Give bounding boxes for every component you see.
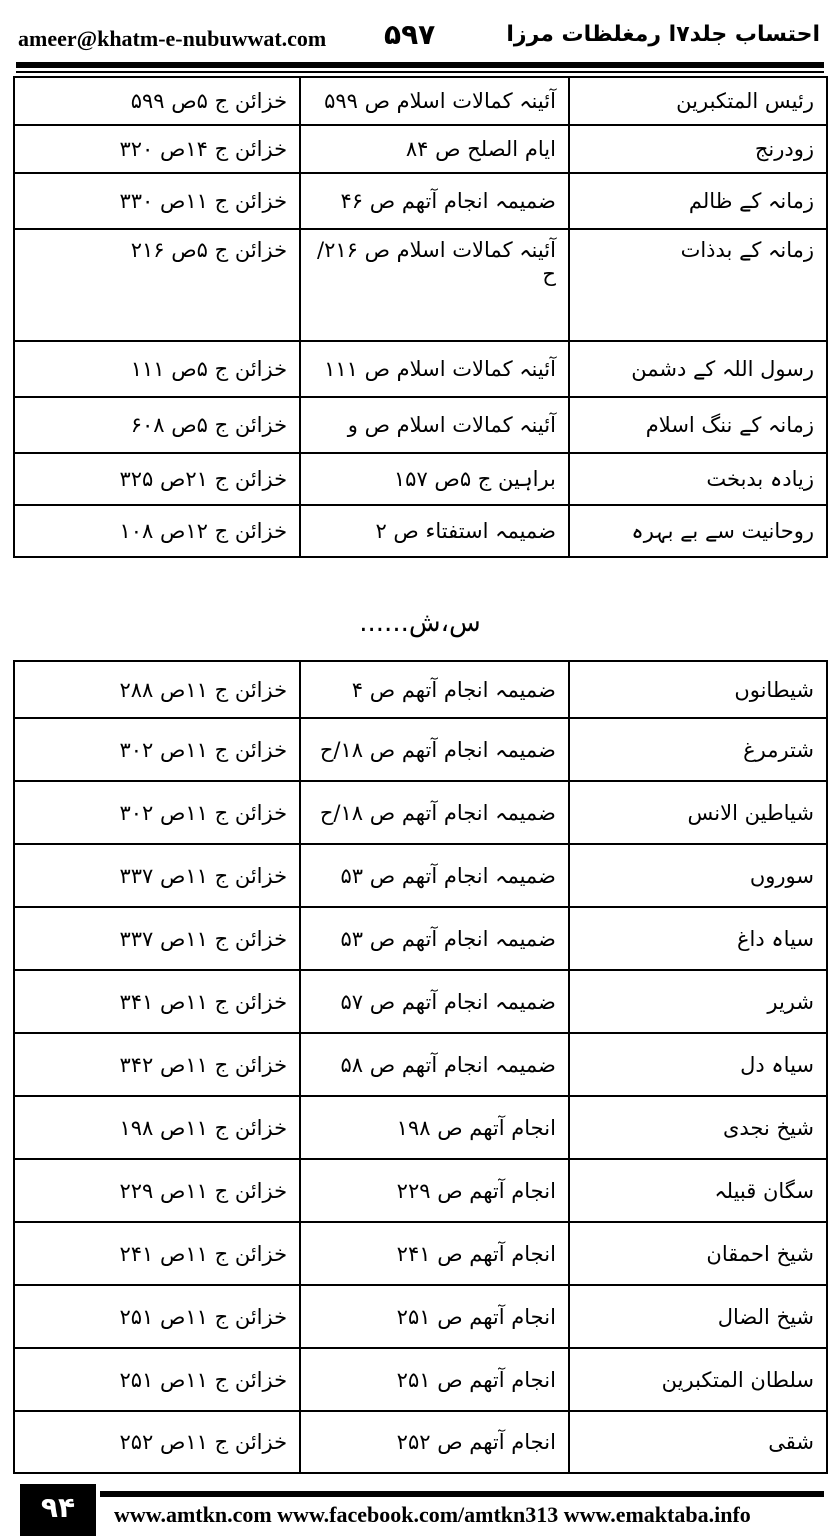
table-row <box>14 1222 827 1285</box>
cell-khazain: خزائن ج ۵ص ۱۱۱ <box>14 341 300 397</box>
cell-term: شیاطین الانس <box>569 781 827 844</box>
footer-rule <box>100 1491 824 1497</box>
table-row <box>14 1411 827 1473</box>
cell-khazain: خزائن ج ۱۱ص ۳۰۲ <box>14 781 300 844</box>
cell-ref: انجام آتھم ص ۲۵۲ <box>300 1411 569 1473</box>
section-heading: س،ش...... <box>359 608 481 638</box>
cell-term: زودرنج <box>569 125 827 173</box>
cell-term: سوروں <box>569 844 827 907</box>
cell-term: شیطانوں <box>569 661 827 718</box>
cell-term: سیاہ داغ <box>569 907 827 970</box>
table-row <box>14 1159 827 1222</box>
table-row <box>14 718 827 781</box>
cell-ref: ضمیمہ انجام آتھم ص ۱۸/ح <box>300 718 569 781</box>
cell-khazain: خزائن ج ۱۱ص ۲۴۱ <box>14 1222 300 1285</box>
cell-ref: انجام آتھم ص ۲۵۱ <box>300 1285 569 1348</box>
table-row <box>14 661 827 718</box>
table-insults-r-z <box>13 76 828 558</box>
table-row <box>14 173 827 229</box>
table-row <box>14 505 827 557</box>
cell-ref: ضمیمہ انجام آتھم ص ۴۶ <box>300 173 569 229</box>
cell-khazain: خزائن ج ۱۱ص ۲۲۹ <box>14 1159 300 1222</box>
cell-khazain: خزائن ج ۱۱ص ۲۵۱ <box>14 1285 300 1348</box>
cell-khazain: خزائن ج ۱۲ص ۱۰۸ <box>14 505 300 557</box>
table-row <box>14 1348 827 1411</box>
cell-term: شیخ احمقان <box>569 1222 827 1285</box>
cell-term: شیخ نجدی <box>569 1096 827 1159</box>
header-title: احتساب جلد۷ا رمغلظات مرزا <box>506 22 820 47</box>
cell-ref: آئینہ کمالات اسلام ص ۱۱۱ <box>300 341 569 397</box>
cell-khazain: خزائن ج ۱۱ص ۳۳۷ <box>14 907 300 970</box>
header-email: ameer@khatm-e-nubuwwat.com <box>18 26 327 51</box>
cell-khazain: خزائن ج ۱۱ص ۲۵۲ <box>14 1411 300 1473</box>
cell-ref: ایام الصلح ص ۸۴ <box>300 125 569 173</box>
cell-ref: براہین ج ۵ص ۱۵۷ <box>300 453 569 505</box>
cell-khazain: خزائن ج ۱۱ص ۳۴۱ <box>14 970 300 1033</box>
table-row <box>14 397 827 453</box>
cell-term: زمانہ کے ظالم <box>569 173 827 229</box>
cell-term: شترمرغ <box>569 718 827 781</box>
cell-ref: آئینہ کمالات اسلام ص و <box>300 397 569 453</box>
header-rule-thick <box>16 62 824 68</box>
cell-term: سیاہ دل <box>569 1033 827 1096</box>
cell-ref: ضمیمہ انجام آتھم ص ۵۳ <box>300 844 569 907</box>
table-row <box>14 781 827 844</box>
cell-khazain: خزائن ج ۱۱ص ۳۳۷ <box>14 844 300 907</box>
cell-ref: ضمیمہ انجام آتھم ص ۵۷ <box>300 970 569 1033</box>
cell-khazain: خزائن ج ۵ص ۵۹۹ <box>14 77 300 125</box>
table-row <box>14 907 827 970</box>
cell-term: سگان قبیلہ <box>569 1159 827 1222</box>
cell-term: زمانہ کے ننگ اسلام <box>569 397 827 453</box>
cell-ref: ضمیمہ انجام آتھم ص ۵۸ <box>300 1033 569 1096</box>
table-row <box>14 229 827 341</box>
cell-ref: ضمیمہ انجام آتھم ص ۴ <box>300 661 569 718</box>
cell-khazain: خزائن ج ۱۱ص ۳۴۲ <box>14 1033 300 1096</box>
cell-term: شیخ الضال <box>569 1285 827 1348</box>
cell-ref: ضمیمہ انجام آتھم ص ۵۳ <box>300 907 569 970</box>
table-row <box>14 844 827 907</box>
cell-khazain: خزائن ج ۵ص ۲۱۶ <box>14 229 300 341</box>
cell-ref: آئینہ کمالات اسلام ص ۵۹۹ <box>300 77 569 125</box>
cell-ref: آئینہ کمالات اسلام ص ۲۱۶/ح <box>300 229 569 341</box>
cell-term: سلطان المتکبرین <box>569 1348 827 1411</box>
cell-khazain: خزائن ج ۱۱ص ۳۳۰ <box>14 173 300 229</box>
table-row <box>14 341 827 397</box>
cell-khazain: خزائن ج ۱۱ص ۲۸۸ <box>14 661 300 718</box>
table-row <box>14 970 827 1033</box>
table-row <box>14 1285 827 1348</box>
cell-term: رسول اللہ کے دشمن <box>569 341 827 397</box>
cell-khazain: خزائن ج ۲۱ص ۳۲۵ <box>14 453 300 505</box>
cell-term: روحانیت سے بے بہرہ <box>569 505 827 557</box>
cell-khazain: خزائن ج ۱۱ص ۲۵۱ <box>14 1348 300 1411</box>
header-page-number: ۵۹۷ <box>384 18 436 51</box>
cell-ref: ضمیمہ انجام آتھم ص ۱۸/ح <box>300 781 569 844</box>
cell-ref: انجام آتھم ص ۲۴۱ <box>300 1222 569 1285</box>
table-row <box>14 77 827 125</box>
page-header <box>12 12 828 52</box>
cell-term: رئیس المتکبرین <box>569 77 827 125</box>
table-row <box>14 453 827 505</box>
cell-khazain: خزائن ج ۱۱ص ۳۰۲ <box>14 718 300 781</box>
header-rule-thin <box>16 71 824 73</box>
cell-term: زیادہ بدبخت <box>569 453 827 505</box>
cell-term: زمانہ کے بدذات <box>569 229 827 341</box>
cell-khazain: خزائن ج ۱۴ص ۳۲۰ <box>14 125 300 173</box>
cell-ref: انجام آتھم ص ۲۵۱ <box>300 1348 569 1411</box>
cell-khazain: خزائن ج ۵ص ۶۰۸ <box>14 397 300 453</box>
table-row <box>14 1033 827 1096</box>
cell-term: شریر <box>569 970 827 1033</box>
cell-ref: ضمیمہ استفتاء ص ۲ <box>300 505 569 557</box>
cell-khazain: خزائن ج ۱۱ص ۱۹۸ <box>14 1096 300 1159</box>
table-row <box>14 125 827 173</box>
cell-term: شقی <box>569 1411 827 1473</box>
cell-ref: انجام آتھم ص ۱۹۸ <box>300 1096 569 1159</box>
page-number-badge: ۹۴ <box>20 1484 96 1536</box>
table-row <box>14 1096 827 1159</box>
table-insults-s-sh <box>13 660 828 1474</box>
cell-ref: انجام آتھم ص ۲۲۹ <box>300 1159 569 1222</box>
footer-links: www.amtkn.com www.facebook.com/amtkn313 www.emaktaba.info <box>114 1502 751 1527</box>
